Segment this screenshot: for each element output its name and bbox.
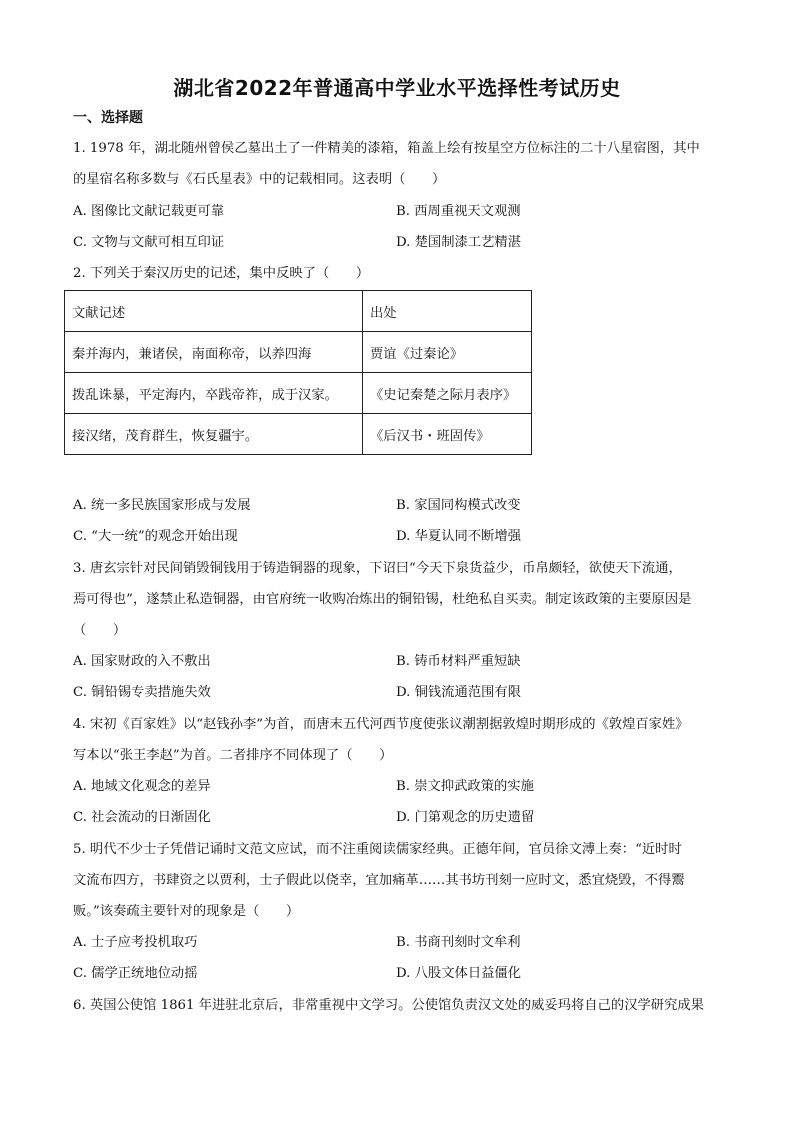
table-row: [65, 332, 532, 373]
q5-stem-line1: 5. 明代不少士子凭借记诵时文范文应试，而不注重阅读儒家经典。正德年间，官员徐文溥上奏：“近时时: [73, 842, 682, 857]
table-cell: 贾谊《过秦论》: [363, 332, 532, 373]
table-header-row: [65, 291, 532, 332]
table-cell: 秦并海内，兼诸侯，南面称帝，以养四海: [65, 332, 363, 373]
q2-option-b: B. 家国同构模式改变: [396, 498, 521, 513]
q5-option-c: C. 儒学正统地位动摇: [73, 966, 198, 981]
q1-option-c: C. 文物与文献可相互印证: [73, 235, 225, 250]
q4-option-c: C. 社会流动的日渐固化: [73, 810, 211, 825]
q5-option-d: D. 八股文体日益僵化: [396, 966, 522, 981]
q1-stem-line2: 的星宿名称多数与《石氏星表》中的记载相同。这表明（ ）: [73, 172, 446, 187]
q3-option-d: D. 铜钱流通范围有限: [396, 685, 522, 700]
q2-option-c: C. “大一统”的观念开始出现: [73, 529, 238, 544]
q2-option-d: D. 华夏认同不断增强: [396, 529, 522, 544]
q4-stem-line2: 写本以“张王李赵”为首。二者排序不同体现了（ ）: [73, 748, 393, 763]
q4-option-d: D. 门第观念的历史遗留: [396, 810, 535, 825]
q3-stem-line3: （ ）: [73, 623, 127, 638]
q1-option-b: B. 西周重视天文观测: [396, 204, 521, 219]
q3-stem-line1: 3. 唐玄宗针对民间销毁铜钱用于铸造铜器的现象，下诏曰“今天下泉货益少，币帛颇轻，欲使天下流通，: [73, 561, 682, 576]
q5-stem-line2: 文流布四方，书肆资之以贾利，士子假此以侥幸，宜加痛革……其书坊刊刻一应时文，悉宜烧毁，不得鬻: [73, 873, 685, 888]
q4-stem-line1: 4. 宋初《百家姓》以“赵钱孙李”为首，而唐末五代河西节度使张议潮割据敦煌时期形成的《敦煌百家姓》: [73, 717, 689, 732]
table-row: [65, 373, 532, 414]
table-cell: 《后汉书・班固传》: [363, 414, 532, 455]
q3-stem-line2: 焉可得也”，遂禁止私造铜器，由官府统一收购冶炼出的铜铅锡，杜绝私自买卖。制定该政策的主要原因是: [73, 592, 692, 607]
q6-stem-line1: 6. 英国公使馆 1861 年进驻北京后，非常重视中文学习。公使馆负责汉文处的威妥玛将自己的汉学研究成果: [73, 998, 704, 1013]
q1-option-d: D. 楚国制漆工艺精湛: [396, 235, 522, 250]
page-title: 湖北省2022年普通高中学业水平选择性考试历史: [173, 76, 621, 100]
q5-option-b: B. 书商刊刻时文牟利: [396, 935, 521, 950]
q3-option-b: B. 铸币材料严重短缺: [396, 654, 521, 669]
q5-option-a: A. 士子应考投机取巧: [73, 935, 198, 950]
q1-stem-line1: 1. 1978 年，湖北随州曾侯乙墓出土了一件精美的漆箱，箱盖上绘有按星空方位标注的二十八星宿图，其中: [73, 141, 700, 156]
table-cell: 《史记秦楚之际月表序》: [363, 373, 532, 414]
table-row: [65, 414, 532, 455]
q3-option-a: A. 国家财政的入不敷出: [73, 654, 211, 669]
q5-stem-line3: 贩。”该奏疏主要针对的现象是（ ）: [73, 904, 300, 919]
q1-option-a: A. 图像比文献记载更可靠: [73, 204, 225, 219]
q3-option-c: C. 铜铅锡专卖措施失效: [73, 685, 211, 700]
q2-option-a: A. 统一多民族国家形成与发展: [73, 498, 251, 513]
q4-option-b: B. 崇文抑武政策的实施: [396, 779, 534, 794]
q2-source-table: [64, 290, 532, 455]
table-header-cell: 文献记述: [65, 291, 363, 332]
table-header-cell: 出处: [363, 291, 532, 332]
table-cell: 接汉绪，茂育群生，恢复疆宇。: [65, 414, 363, 455]
section-heading: 一、选择题: [73, 110, 143, 126]
table-cell: 拨乱诛暴，平定海内，卒践帝祚，成于汉家。: [65, 373, 363, 414]
q4-option-a: A. 地域文化观念的差异: [73, 779, 211, 794]
q2-stem-line1: 2. 下列关于秦汉历史的记述，集中反映了（ ）: [73, 266, 370, 281]
